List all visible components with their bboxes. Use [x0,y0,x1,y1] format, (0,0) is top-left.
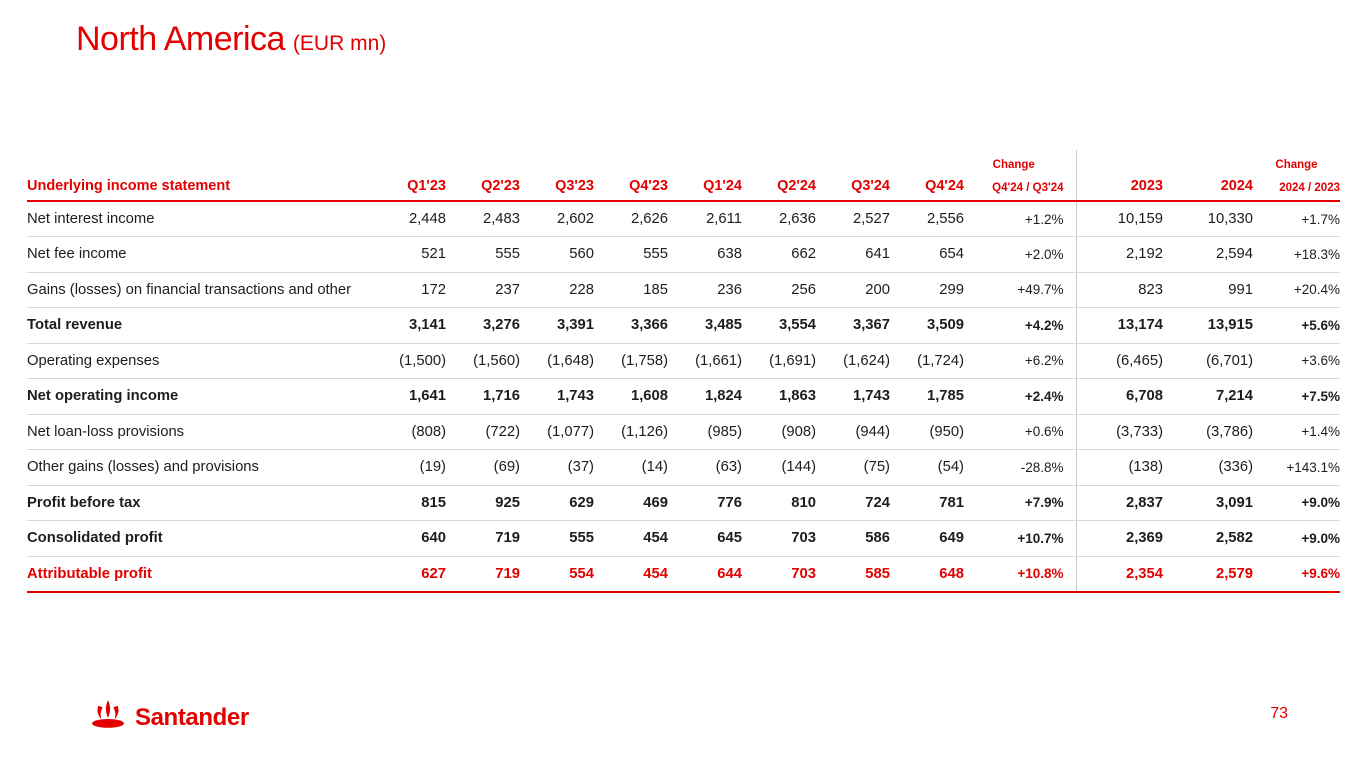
table-row [27,308,1340,344]
col-q3-23: Q3'23 [520,174,594,201]
year-value: 3,091 [1163,485,1253,521]
quarter-value: (1,691) [742,343,816,379]
change-q-value: +0.6% [964,414,1076,450]
quarter-value: 469 [594,485,668,521]
year-value: (3,786) [1163,414,1253,450]
year-value: 2,354 [1076,556,1163,592]
change-q-header-line2: Q4'24 / Q3'24 [964,174,1076,201]
quarter-value: 3,391 [520,308,594,344]
col-2024: 2024 [1163,174,1253,201]
quarter-value: 2,626 [594,201,668,237]
quarter-value: (1,077) [520,414,594,450]
quarter-value: 237 [446,272,520,308]
quarter-value: (722) [446,414,520,450]
quarter-value: 627 [372,556,446,592]
quarter-value: 645 [668,521,742,557]
quarter-value: 629 [520,485,594,521]
change-y-value: +5.6% [1253,308,1340,344]
change-q-header-line1: Change [964,150,1076,174]
change-y-value: +1.7% [1253,201,1340,237]
quarter-value: 3,276 [446,308,520,344]
quarter-value: (19) [372,450,446,486]
change-y-header-line2: 2024 / 2023 [1253,174,1340,201]
quarter-value: 649 [890,521,964,557]
change-q-value: +10.7% [964,521,1076,557]
table-body [27,201,1340,592]
row-label: Net interest income [27,201,372,237]
quarter-value: 2,556 [890,201,964,237]
quarter-value: (1,500) [372,343,446,379]
quarter-value: (144) [742,450,816,486]
change-q-value: +2.4% [964,379,1076,415]
quarter-value: 2,602 [520,201,594,237]
quarter-value: 2,483 [446,201,520,237]
quarter-value: 3,366 [594,308,668,344]
quarter-value: 2,527 [816,201,890,237]
quarter-value: 648 [890,556,964,592]
quarter-value: 2,448 [372,201,446,237]
row-label: Net fee income [27,237,372,273]
quarter-value: (14) [594,450,668,486]
year-value: 6,708 [1076,379,1163,415]
quarter-value: (1,126) [594,414,668,450]
col-q4-24: Q4'24 [890,174,964,201]
change-q-value: +2.0% [964,237,1076,273]
table-row [27,343,1340,379]
quarter-value: 644 [668,556,742,592]
year-value: 7,214 [1163,379,1253,415]
change-y-value: +9.0% [1253,485,1340,521]
quarter-value: 585 [816,556,890,592]
quarter-value: 1,641 [372,379,446,415]
empty-cell [372,150,964,174]
quarter-value: 662 [742,237,816,273]
col-q1-23: Q1'23 [372,174,446,201]
year-value: 10,159 [1076,201,1163,237]
table-row [27,556,1340,592]
quarter-value: (54) [890,450,964,486]
table-row [27,201,1340,237]
year-value: 13,915 [1163,308,1253,344]
quarter-value: 724 [816,485,890,521]
title-text: North America [76,20,285,58]
change-y-value: +3.6% [1253,343,1340,379]
quarter-value: 172 [372,272,446,308]
quarter-value: 236 [668,272,742,308]
quarter-value: 586 [816,521,890,557]
quarter-value: (75) [816,450,890,486]
quarter-value: 1,743 [816,379,890,415]
quarter-value: 638 [668,237,742,273]
quarter-value: 1,824 [668,379,742,415]
page-title [76,20,386,59]
year-value: 2,369 [1076,521,1163,557]
year-value: (336) [1163,450,1253,486]
year-value: (3,733) [1076,414,1163,450]
quarter-value: (1,560) [446,343,520,379]
quarter-value: (1,724) [890,343,964,379]
quarter-value: (37) [520,450,594,486]
quarter-value: 3,367 [816,308,890,344]
row-label: Consolidated profit [27,521,372,557]
year-value: 13,174 [1076,308,1163,344]
year-value: (6,701) [1163,343,1253,379]
quarter-value: 555 [594,237,668,273]
col-q2-23: Q2'23 [446,174,520,201]
quarter-value: 810 [742,485,816,521]
year-value: (6,465) [1076,343,1163,379]
row-label: Operating expenses [27,343,372,379]
quarter-value: 781 [890,485,964,521]
table-row [27,414,1340,450]
change-q-value: +49.7% [964,272,1076,308]
santander-flame-icon [88,700,128,735]
row-label: Other gains (losses) and provisions [27,450,372,486]
change-q-value: +6.2% [964,343,1076,379]
quarter-value: 654 [890,237,964,273]
statement-title: Underlying income statement [27,174,372,201]
quarter-value: 1,608 [594,379,668,415]
quarter-value: (950) [890,414,964,450]
col-2023: 2023 [1076,174,1163,201]
income-statement-table [27,150,1340,593]
change-y-value: +9.0% [1253,521,1340,557]
table-row [27,237,1340,273]
empty-cell [27,150,372,174]
quarter-value: 256 [742,272,816,308]
quarter-value: 641 [816,237,890,273]
year-value: 2,582 [1163,521,1253,557]
quarter-value: 555 [520,521,594,557]
col-q1-24: Q1'24 [668,174,742,201]
change-y-value: +143.1% [1253,450,1340,486]
year-value: 991 [1163,272,1253,308]
quarter-value: 2,611 [668,201,742,237]
change-y-value: +9.6% [1253,556,1340,592]
quarter-value: 776 [668,485,742,521]
quarter-value: 454 [594,556,668,592]
quarter-value: 640 [372,521,446,557]
change-y-value: +20.4% [1253,272,1340,308]
quarter-value: 228 [520,272,594,308]
row-label: Total revenue [27,308,372,344]
change-y-header-line1: Change [1275,159,1318,171]
quarter-value: (985) [668,414,742,450]
quarter-value: 555 [446,237,520,273]
table-row [27,272,1340,308]
column-header-row [27,174,1340,201]
quarter-value: (1,758) [594,343,668,379]
quarter-value: (69) [446,450,520,486]
quarter-value: 1,743 [520,379,594,415]
quarter-value: 299 [890,272,964,308]
quarter-value: 3,554 [742,308,816,344]
table-row [27,485,1340,521]
table-row [27,450,1340,486]
year-value: 2,837 [1076,485,1163,521]
change-y-value: +7.5% [1253,379,1340,415]
year-value: 2,579 [1163,556,1253,592]
quarter-value: (808) [372,414,446,450]
quarter-value: 554 [520,556,594,592]
quarter-value: (63) [668,450,742,486]
row-label: Net operating income [27,379,372,415]
santander-logo [88,700,249,735]
change-y-value: +1.4% [1253,414,1340,450]
change-q-value: +4.2% [964,308,1076,344]
quarter-value: 3,509 [890,308,964,344]
quarter-value: 560 [520,237,594,273]
col-q4-23: Q4'23 [594,174,668,201]
quarter-value: (944) [816,414,890,450]
quarter-value: (1,661) [668,343,742,379]
change-q-value: +1.2% [964,201,1076,237]
year-value: 823 [1076,272,1163,308]
quarter-value: 3,141 [372,308,446,344]
year-value: 2,192 [1076,237,1163,273]
quarter-value: 2,636 [742,201,816,237]
table-row [27,379,1340,415]
quarter-value: 925 [446,485,520,521]
row-label: Profit before tax [27,485,372,521]
change-q-value: +7.9% [964,485,1076,521]
quarter-value: 815 [372,485,446,521]
year-value: 10,330 [1163,201,1253,237]
quarter-value: 454 [594,521,668,557]
logo-wordmark: Santander [135,703,249,731]
quarter-value: 1,863 [742,379,816,415]
page-number: 73 [1270,705,1288,722]
row-label: Net loan-loss provisions [27,414,372,450]
change-q-value: +10.8% [964,556,1076,592]
quarter-value: 703 [742,521,816,557]
change-q-value: -28.8% [964,450,1076,486]
col-q2-24: Q2'24 [742,174,816,201]
quarter-value: 1,716 [446,379,520,415]
row-label: Gains (losses) on financial transactions and other [27,272,372,308]
table-header [27,150,1340,201]
empty-cell [1076,150,1253,174]
year-value: (138) [1076,450,1163,486]
quarter-value: 3,485 [668,308,742,344]
quarter-value: 703 [742,556,816,592]
quarter-value: (1,648) [520,343,594,379]
change-header-row [27,150,1340,174]
quarter-value: 185 [594,272,668,308]
year-value: 2,594 [1163,237,1253,273]
quarter-value: 1,785 [890,379,964,415]
quarter-value: 521 [372,237,446,273]
quarter-value: 719 [446,556,520,592]
table-row [27,521,1340,557]
quarter-value: 200 [816,272,890,308]
quarter-value: 719 [446,521,520,557]
quarter-value: (908) [742,414,816,450]
col-q3-24: Q3'24 [816,174,890,201]
quarter-value: (1,624) [816,343,890,379]
change-y-value: +18.3% [1253,237,1340,273]
row-label: Attributable profit [27,556,372,592]
title-suffix: (EUR mn) [292,32,387,55]
